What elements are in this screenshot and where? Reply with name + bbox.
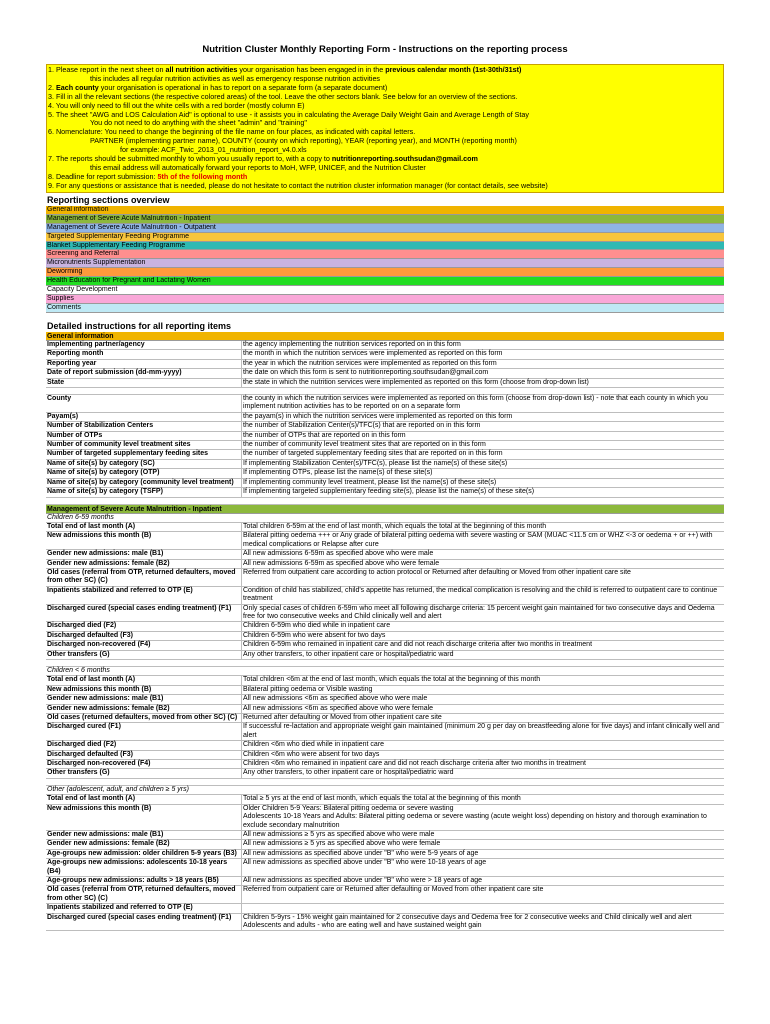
item-name: Number of community level treatment sites xyxy=(46,441,242,449)
item-name: Inpatients stabilized and referred to OTP (E) xyxy=(46,904,242,912)
overview-item: Micronutrients Supplementation xyxy=(46,259,724,268)
subsection-label: Other (adolescent, adult, and children ≥ 5 yrs) xyxy=(46,786,724,795)
detail-row xyxy=(46,341,724,350)
item-name: Total end of last month (A) xyxy=(46,795,242,803)
item-name: Discharged cured (special cases ending treatment) (F1) xyxy=(46,605,242,622)
subsection-label: Children 6-59 months xyxy=(46,514,724,523)
item-name: Gender new admissions: male (B1) xyxy=(46,695,242,703)
detail-row xyxy=(46,751,724,760)
item-description: Any other transfers, to other inpatient care or hospital/pediatric ward xyxy=(243,650,454,658)
instruction-line: for example: ACF_Twic_2013_01_nutrition_report_v4.0.xls xyxy=(120,146,307,155)
item-name: New admissions this month (B) xyxy=(46,805,242,830)
item-description: the agency implementing the nutrition services reported on in this form xyxy=(243,341,461,348)
instruction-line: 7. The reports should be submitted monthly to whom you usually report to, with a copy to nutritionreporting.southsudan@gmail.com xyxy=(48,155,478,164)
detail-row xyxy=(46,676,724,685)
spacer xyxy=(46,388,724,395)
overview-item: Supplies xyxy=(46,295,724,304)
item-name: Number of OTPs xyxy=(46,432,242,440)
item-name: Discharged cured (F1) xyxy=(46,723,242,740)
detail-row xyxy=(46,550,724,559)
item-name: Discharged non-recovered (F4) xyxy=(46,641,242,649)
item-description: All new admissions ≥ 5 yrs as specified above who were female xyxy=(243,840,441,848)
detail-row xyxy=(46,651,724,660)
item-name: Inpatients stabilized and referred to OTP (E) xyxy=(46,587,242,604)
item-name: Payam(s) xyxy=(46,413,242,421)
detail-row xyxy=(46,622,724,631)
detail-row xyxy=(46,795,724,804)
overview-item: General information xyxy=(46,206,724,215)
spacer xyxy=(46,660,724,667)
detail-row xyxy=(46,450,724,459)
instruction-line: PARTNER (implementing partner name), COUNTY (county on which reporting), YEAR (reporting year), and MONTH (reporting month) xyxy=(90,137,517,146)
overview-item: Management of Severe Acute Malnutrition - Inpatient xyxy=(46,215,724,224)
detail-row xyxy=(46,714,724,723)
item-name: Name of site(s) by category (SC) xyxy=(46,460,242,468)
item-description: All new admissions as specified above under "B" who were 10-18 years of age xyxy=(243,859,487,867)
section-header: General information xyxy=(46,332,724,341)
overview-heading: Reporting sections overview xyxy=(47,195,170,205)
item-name: Old cases (referral from OTP, returned defaulters, moved from other SC) (C) xyxy=(46,569,242,586)
instruction-line: 2. Each county your organisation is operational in has to report on a separate form (a separate document) xyxy=(48,83,388,92)
item-name: Number of Stabilization Centers xyxy=(46,422,242,430)
item-description: All new admissions <6m as specified above who were male xyxy=(243,695,428,703)
detail-row xyxy=(46,877,724,886)
item-description: Referred from outpatient care or Returned after defaulting or Moved from other inpatient care site xyxy=(243,886,544,894)
item-description: If implementing community level treatment, please list the name(s) of these site(s) xyxy=(243,478,497,486)
instruction-line: You do not need to do anything with the sheet "admin" and "training" xyxy=(90,119,307,128)
detail-row xyxy=(46,632,724,641)
item-name: County xyxy=(46,395,242,412)
detail-row xyxy=(46,805,724,831)
overview-item: Health Education for Pregnant and Lactating Women xyxy=(46,277,724,286)
item-description: Any other transfers, to other inpatient care or hospital/pediatric ward xyxy=(243,769,454,777)
item-description: Referred from outpatient care according to action protocol or Returned after defaulting or Moved from other inpatient care site xyxy=(243,568,631,576)
item-name: Implementing partner/agency xyxy=(46,341,242,349)
item-name: Name of site(s) by category (TSFP) xyxy=(46,488,242,496)
subsection-label: Children < 6 months xyxy=(46,667,724,676)
item-description: the date on which this form is sent to nutritionreporting.southsudan@gmail.com xyxy=(243,369,489,377)
item-name: Discharged non-recovered (F4) xyxy=(46,760,242,768)
item-description: the county in which the nutrition services were implemented as reported on this form (choose from drop-down list) - note that each county in which you implement nutrition activities has to be reported on on a separate form xyxy=(243,395,708,411)
item-description: Condition of child has stabilized, child's appetite has returned, the medical complication is resolving and the child is referred to outpatient care to continue treatment xyxy=(243,586,718,603)
detail-row xyxy=(46,432,724,441)
item-name: Reporting year xyxy=(46,360,242,368)
item-name: Age-groups new admission: older children 5-9 years (B3) xyxy=(46,850,242,858)
item-description: the number of community level treatment sites that are reported on in this form xyxy=(243,441,486,449)
item-name: Name of site(s) by category (community level treatment) xyxy=(46,479,242,487)
detail-row xyxy=(46,469,724,478)
detail-row xyxy=(46,831,724,840)
instructions-box xyxy=(46,64,724,193)
detail-row xyxy=(46,741,724,750)
item-name: Gender new admissions: male (B1) xyxy=(46,550,242,558)
item-description: the number of OTPs that are reported on in this form xyxy=(243,431,406,439)
detail-row xyxy=(46,422,724,431)
item-description: All new admissions as specified above under "B" who were > 18 years of age xyxy=(243,876,483,884)
instruction-line: 6. Nomenclature: You need to change the beginning of the file name on four places, as indicated with capital letters. xyxy=(48,128,416,137)
item-name: Date of report submission (dd-mm-yyyy) xyxy=(46,369,242,377)
overview-item: Deworming xyxy=(46,268,724,277)
item-description: If implementing Stabilization Center(s)/TFC(s), please list the name(s) of these site(s) xyxy=(243,459,508,467)
item-description: If successful re-lactation and appropriate weight gain maintained (minimum 20 g per day on breastfeeding alone for five days) and infant clinically well and alert xyxy=(243,723,720,739)
item-name: Old cases (referral from OTP, returned defaulters, moved from other SC) (C) xyxy=(46,886,242,903)
detail-row xyxy=(46,914,724,932)
detail-row xyxy=(46,379,724,388)
item-description: Older Children 5-9 Years: Bilateral pitting oedema or severe wasting Adolescents 10-18 Years and Adults: Bilateral pitting oedema or severe wasting (acute weight loss) depending on history and thorough examination to exclude secondary malnutrition xyxy=(243,804,707,829)
item-description: Children 6-59m who died while in inpatient care xyxy=(243,622,391,630)
item-description: All new admissions <6m as specified above who were female xyxy=(243,704,434,712)
overview-list xyxy=(46,206,724,313)
item-name: Gender new admissions: female (B2) xyxy=(46,705,242,713)
instruction-line: 4. You will only need to fill out the white cells with a red border (mostly column E) xyxy=(48,101,305,110)
detail-row xyxy=(46,479,724,488)
detail-row xyxy=(46,460,724,469)
item-name: Discharged died (F2) xyxy=(46,741,242,749)
overview-item: Targeted Supplementary Feeding Programme xyxy=(46,233,724,242)
item-description: Bilateral pitting oedema or Visible wasting xyxy=(243,685,373,693)
item-description: All new admissions as specified above under "B" who were 5-9 years of age xyxy=(243,849,479,857)
detail-row xyxy=(46,360,724,369)
item-description: Children 6-59m who remained in inpatient care and did not reach discharge criteria after two months in treatment xyxy=(243,641,593,649)
detail-row xyxy=(46,350,724,359)
item-description: If implementing targeted supplementary feeding site(s), please list the name(s) of these site(s) xyxy=(243,488,535,496)
item-description: Children <6m who died while in inpatient care xyxy=(243,741,385,749)
item-description: If implementing OTPs, please list the name(s) of these site(s) xyxy=(243,469,433,477)
item-name: Old cases (returned defaulters, moved from other SC) (C) xyxy=(46,714,242,722)
item-description: Bilateral pitting oedema +++ or Any grade of bilateral pitting oedema with severe wasting or SAM (MUAC <11.5 cm or WHZ <-3 or oedema + or ++) with medical complications or Relapse after cure xyxy=(243,532,713,548)
detail-row xyxy=(46,569,724,587)
detail-row xyxy=(46,769,724,778)
item-description: Total children 6-59m at the end of last month, which equals the total at the beginning of this month xyxy=(243,522,547,530)
item-name: Discharged cured (special cases ending treatment) (F1) xyxy=(46,914,242,931)
overview-item: Comments xyxy=(46,304,724,313)
item-description: Total ≥ 5 yrs at the end of last month, which equals the total at the beginning of this month xyxy=(243,795,521,803)
item-description: All new admissions 6-59m as specified above who were male xyxy=(243,550,434,558)
item-description: Children 5-9yrs - 15% weight gain maintained for 2 consecutive days and Oedema free for 2 consecutive weeks and Child clinically well and alert Adolescents and adults - who are eating well and have sustained weight gain xyxy=(243,913,692,929)
detail-row xyxy=(46,859,724,877)
item-description: Children <6m who were absent for two days xyxy=(243,750,380,758)
item-name: Gender new admissions: male (B1) xyxy=(46,831,242,839)
detail-row xyxy=(46,705,724,714)
detail-table xyxy=(46,332,724,931)
item-name: Gender new admissions: female (B2) xyxy=(46,560,242,568)
item-description: the number of targeted supplementary feeding sites that are reported on in this form xyxy=(243,450,503,458)
item-description: the month in which the nutrition services were implemented as reported on this form xyxy=(243,350,503,358)
spacer xyxy=(46,498,724,505)
detail-row xyxy=(46,395,724,413)
overview-item: Blanket Supplementary Feeding Programme xyxy=(46,242,724,251)
item-description: the payam(s) in which the nutrition services were implemented as reported on this form xyxy=(243,412,513,420)
detail-row xyxy=(46,369,724,378)
detail-row xyxy=(46,904,724,913)
instruction-line: 8. Deadline for report submission: 5th of the following month xyxy=(48,172,248,181)
detail-heading: Detailed instructions for all reporting items xyxy=(47,321,232,331)
instruction-line: this includes all regular nutrition activities as well as emergency response nutrition activities xyxy=(90,74,381,83)
section-header: Management of Severe Acute Malnutrition - Inpatient xyxy=(46,505,724,514)
item-description: Returned after defaulting or Moved from other inpatient care site xyxy=(243,714,442,722)
item-name: Age-groups new admissions: adults > 18 years (B5) xyxy=(46,877,242,885)
instruction-line: 1. Please report in the next sheet on all nutrition activities your organisation has been engaged in in the previous calendar month (1st-30th/31st) xyxy=(48,66,522,74)
item-description: the year in which the nutrition services were implemented as reported on this form xyxy=(243,359,497,367)
item-name: Total end of last month (A) xyxy=(46,676,242,684)
detail-row xyxy=(46,840,724,849)
item-description: Children 6-59m who were absent for two days xyxy=(243,631,386,639)
detail-row xyxy=(46,760,724,769)
instruction-line: 9. For any questions or assistance that is needed, please do not hesitate to contact the nutrition cluster information manager (for contact details, see website) xyxy=(48,181,548,190)
instruction-line: 3. Fill in all the relevant sections (the respective colored areas) of the tool. Leave the other sectors blank. See below for an overview of the sections. xyxy=(48,92,518,101)
item-name: Total end of last month (A) xyxy=(46,523,242,531)
detail-row xyxy=(46,488,724,497)
item-description: All new admissions 6-59m as specified above who were female xyxy=(243,559,440,567)
item-description: the state in which the nutrition services were implemented as reported on this form (choose from drop-down list) xyxy=(243,378,589,386)
detail-row xyxy=(46,605,724,623)
item-name: New admissions this month (B) xyxy=(46,532,242,549)
detail-row xyxy=(46,413,724,422)
instruction-line: this email address will automatically forward your reports to MoH, WFP, UNICEF, and the Nutrition Cluster xyxy=(90,163,426,172)
page-title: Nutrition Cluster Monthly Reporting Form - Instructions on the reporting process xyxy=(202,44,568,55)
item-name: Reporting month xyxy=(46,350,242,358)
item-name: State xyxy=(46,379,242,387)
item-name: Other transfers (G) xyxy=(46,769,242,777)
overview-item: Management of Severe Acute Malnutrition - Outpatient xyxy=(46,224,724,233)
item-description: Only special cases of children 6-59m who meet all following discharge criteria: 15 percent weight gain maintained for two consecutive days and Oedema free for two consecutive weeks and Child clinically well and alert xyxy=(243,604,715,620)
instruction-line: 5. The sheet "AWG and LOS Calculation Aid" is optional to use - it assists you in calculating the Average Daily Weight Gain and Average Length of Stay xyxy=(48,110,529,119)
detail-row xyxy=(46,723,724,741)
item-description xyxy=(242,904,724,912)
item-name: Other transfers (G) xyxy=(46,651,242,659)
detail-row xyxy=(46,886,724,904)
item-name: Gender new admissions: female (B2) xyxy=(46,840,242,848)
item-name: Name of site(s) by category (OTP) xyxy=(46,469,242,477)
item-name: Discharged died (F2) xyxy=(46,622,242,630)
detail-row xyxy=(46,441,724,450)
overview-item: Screening and Referral xyxy=(46,250,724,259)
item-description: Total children <6m at the end of last month, which equals the total at the beginning of this month xyxy=(243,676,541,684)
item-description: Children <6m who remained in inpatient care and did not reach discharge criteria after two months in treatment xyxy=(243,760,586,768)
item-name: New admissions this month (B) xyxy=(46,686,242,694)
detail-row xyxy=(46,686,724,695)
item-description: All new admissions ≥ 5 yrs as specified above who were male xyxy=(243,830,435,838)
overview-item: Capacity Development xyxy=(46,286,724,295)
detail-row xyxy=(46,641,724,650)
detail-row xyxy=(46,523,724,532)
spacer xyxy=(46,779,724,786)
item-name: Age-groups new admissions: adolescents 10-18 years (B4) xyxy=(46,859,242,876)
item-name: Discharged defaulted (F3) xyxy=(46,751,242,759)
detail-row xyxy=(46,695,724,704)
detail-row xyxy=(46,560,724,569)
detail-row xyxy=(46,532,724,550)
item-name: Number of targeted supplementary feeding sites xyxy=(46,450,242,458)
detail-row xyxy=(46,587,724,605)
item-description: the number of Stabilization Center(s)/TFC(s) that are reported on in this form xyxy=(243,422,481,430)
item-name: Discharged defaulted (F3) xyxy=(46,632,242,640)
detail-row xyxy=(46,850,724,859)
